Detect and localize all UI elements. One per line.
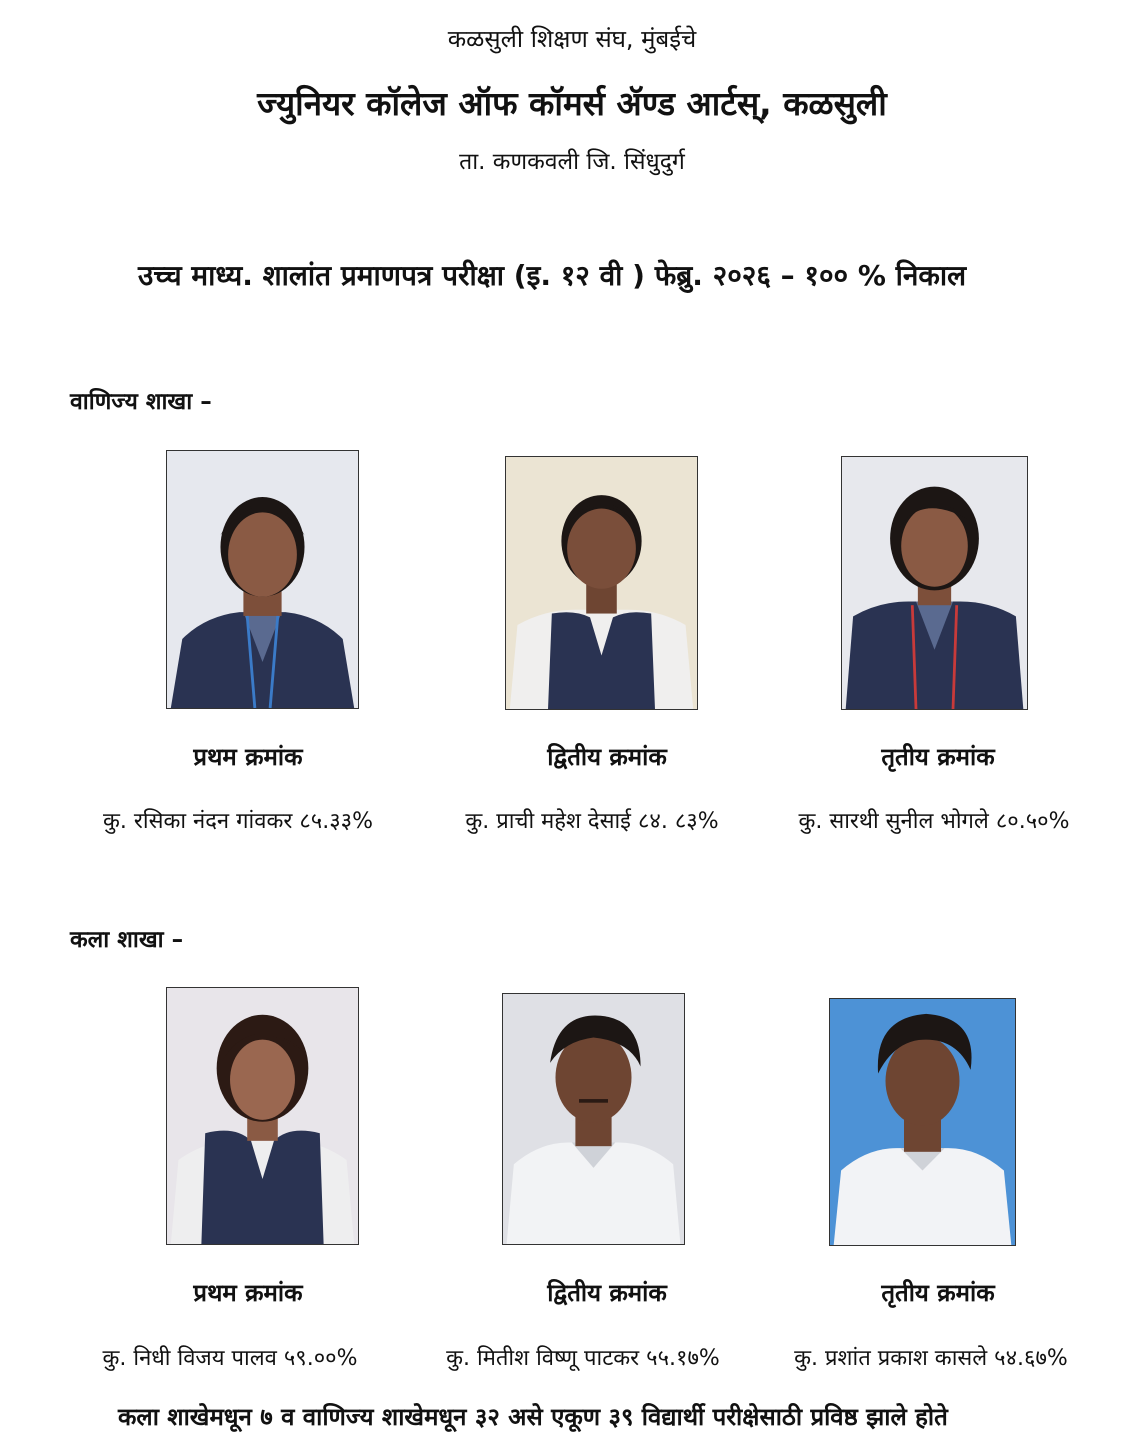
enrollment-summary: कला शाखेमधून ७ व वाणिज्य शाखेमधून ३२ असे एकूण ३९ विद्यार्थी परीक्षेसाठी प्रविष्ठ झाले होते bbox=[118, 1403, 948, 1431]
exam-result-heading: उच्च माध्य. शालांत प्रमाणपत्र परीक्षा (इ. १२ वी ) फेब्रु. २०२६ – १०० % निकाल bbox=[138, 259, 967, 292]
college-location: ता. कणकवली जि. सिंधुदुर्ग bbox=[459, 149, 685, 175]
commerce-rank-3: तृतीय क्रमांक bbox=[881, 743, 995, 771]
organization-name: कळसुली शिक्षण संघ, मुंबईचे bbox=[447, 25, 697, 53]
student-photo-commerce-2 bbox=[505, 456, 698, 710]
commerce-student-2-result: कु. प्राची महेश देसाई ८४. ८३% bbox=[465, 809, 719, 834]
student-photo-commerce-3 bbox=[841, 456, 1028, 710]
commerce-rank-1: प्रथम क्रमांक bbox=[193, 743, 303, 771]
arts-student-3-result: कु. प्रशांत प्रकाश कासले ५४.६७% bbox=[794, 1346, 1068, 1371]
arts-rank-3: तृतीय क्रमांक bbox=[881, 1279, 995, 1307]
commerce-student-3-result: कु. सारथी सुनील भोगले ८०.५०% bbox=[798, 809, 1070, 834]
student-photo-arts-1 bbox=[166, 987, 359, 1245]
student-photo-commerce-1 bbox=[166, 450, 359, 709]
commerce-student-1-result: कु. रसिका नंदन गांवकर ८५.३३% bbox=[103, 809, 373, 834]
arts-section-label: कला शाखा – bbox=[70, 927, 184, 953]
college-title: ज्युनियर कॉलेज ऑफ कॉमर्स ॲण्ड आर्टस्, कळसुली bbox=[257, 84, 887, 123]
commerce-rank-2: द्वितीय क्रमांक bbox=[547, 743, 667, 771]
commerce-section-label: वाणिज्य शाखा – bbox=[70, 389, 212, 415]
student-photo-arts-2 bbox=[502, 993, 685, 1245]
student-photo-arts-3 bbox=[829, 998, 1016, 1246]
arts-rank-2: द्वितीय क्रमांक bbox=[547, 1279, 667, 1307]
arts-student-2-result: कु. मितीश विष्णू पाटकर ५५.१७% bbox=[446, 1346, 720, 1371]
arts-student-1-result: कु. निधी विजय पालव ५९.००% bbox=[102, 1346, 358, 1371]
arts-rank-1: प्रथम क्रमांक bbox=[193, 1279, 303, 1307]
